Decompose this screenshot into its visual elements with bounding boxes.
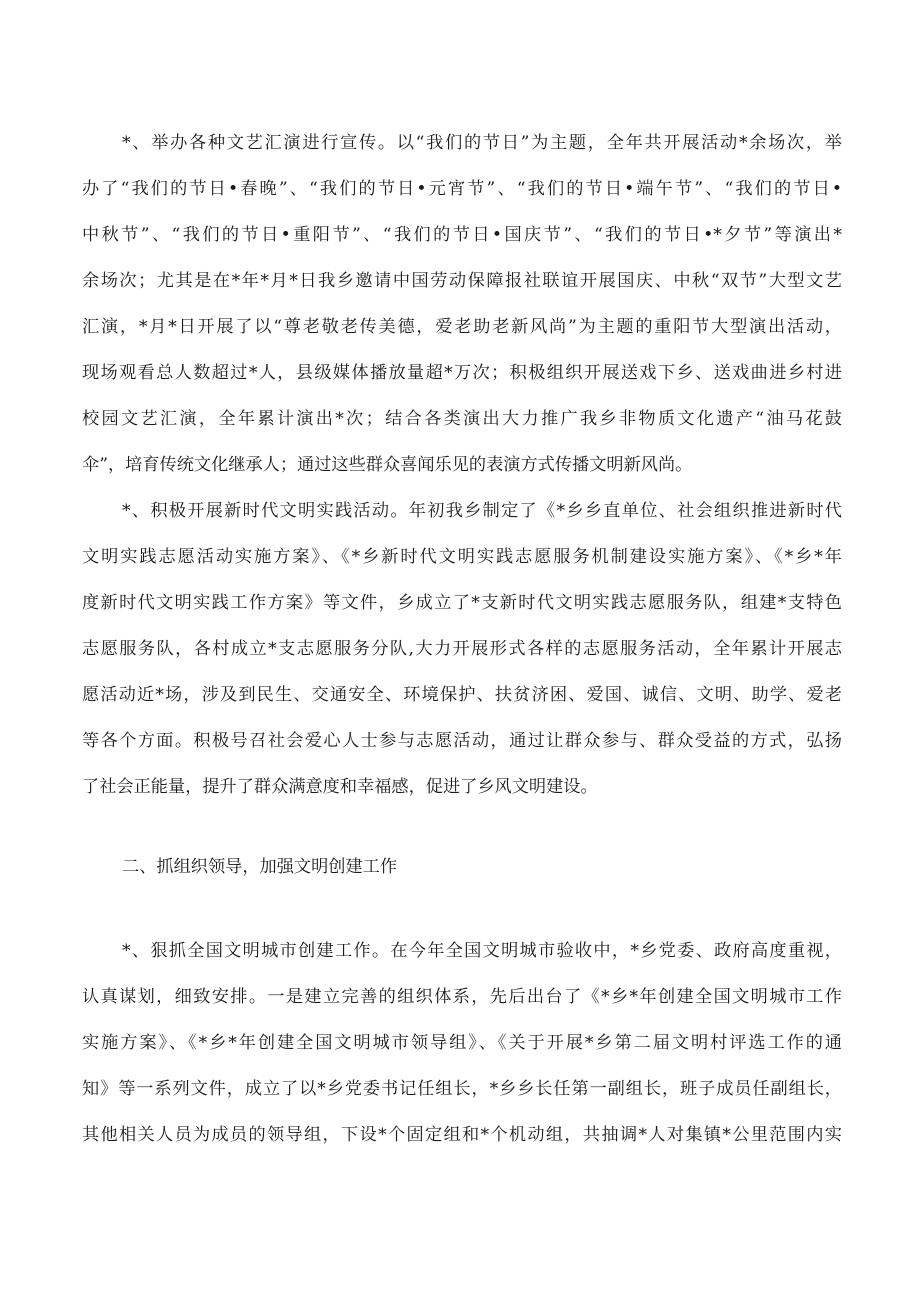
paragraph-line: 认真谋划，细致安排。一是建立完善的组织体系，先后出台了《*乡*年创建全国文明城市工作 xyxy=(82,987,842,1007)
paragraph-line: 等各个方面。积极号召社会爱心人士参与志愿活动，通过让群众参与、群众受益的方式，弘扬 xyxy=(82,731,842,751)
paragraph-line: *、举办各种文艺汇演进行宣传。以“我们的节日”为主题，全年共开展活动*余场次，举 xyxy=(122,133,842,153)
paragraph-line: 文明实践志愿活动实施方案》、《*乡新时代文明实践志愿服务机制建设实施方案》、《*乡*年 xyxy=(82,547,842,567)
paragraph-line: 中秋节”、“我们的节日•重阳节”、“我们的节日•国庆节”、“我们的节日•*夕节”等演出* xyxy=(82,225,842,245)
paragraph-line: 志愿服务队，各村成立*支志愿服务分队,大力开展形式各样的志愿服务活动，全年累计开展志 xyxy=(82,639,842,659)
paragraph-line: 汇演，*月*日开展了以“尊老敬老传美德，爱老助老新风尚”为主题的重阳节大型演出活动， xyxy=(82,317,842,337)
paragraph-line: 实施方案》、《*乡*年创建全国文明城市领导组》、《关于开展*乡第二届文明村评选工作的通 xyxy=(82,1033,842,1053)
paragraph-line: 校园文艺汇演，全年累计演出*次；结合各类演出大力推广我乡非物质文化遗产“油马花鼓 xyxy=(82,409,842,429)
paragraph-line: 余场次；尤其是在*年*月*日我乡邀请中国劳动保障报社联谊开展国庆、中秋“双节”大型文艺 xyxy=(82,271,842,291)
paragraph-line: 愿活动近*场，涉及到民生、交通安全、环境保护、扶贫济困、爱国、诚信、文明、助学、爱老 xyxy=(82,685,842,705)
paragraph-line: 度新时代文明实践工作方案》等文件，乡成立了*支新时代文明实践志愿服务队，组建*支特色 xyxy=(82,593,842,613)
paragraph-line: 知》等一系列文件，成立了以*乡党委书记任组长，*乡乡长任第一副组长，班子成员任副组长， xyxy=(82,1079,842,1099)
paragraph-line: 办了“我们的节日•春晚”、“我们的节日•元宵节”、“我们的节日•端午节”、“我们的节日• xyxy=(82,179,842,199)
paragraph-line: *、狠抓全国文明城市创建工作。在今年全国文明城市验收中，*乡党委、政府高度重视， xyxy=(122,941,842,961)
paragraph-line: 现场观看总人数超过*人，县级媒体播放量超*万次；积极组织开展送戏下乡、送戏曲进乡村进 xyxy=(82,363,842,383)
paragraph-line: 了社会正能量，提升了群众满意度和幸福感，促进了乡风文明建设。 xyxy=(82,777,598,797)
paragraph-line: 其他相关人员为成员的领导组，下设*个固定组和*个机动组，共抽调*人对集镇*公里范围内实 xyxy=(82,1125,842,1145)
paragraph-line: *、积极开展新时代文明实践活动。年初我乡制定了《*乡乡直单位、社会组织推进新时代 xyxy=(122,501,842,521)
section-heading: 二、抓组织领导，加强文明创建工作 xyxy=(122,857,398,877)
paragraph-line: 伞”，培育传统文化继承人；通过这些群众喜闻乐见的表演方式传播文明新风尚。 xyxy=(82,455,693,475)
